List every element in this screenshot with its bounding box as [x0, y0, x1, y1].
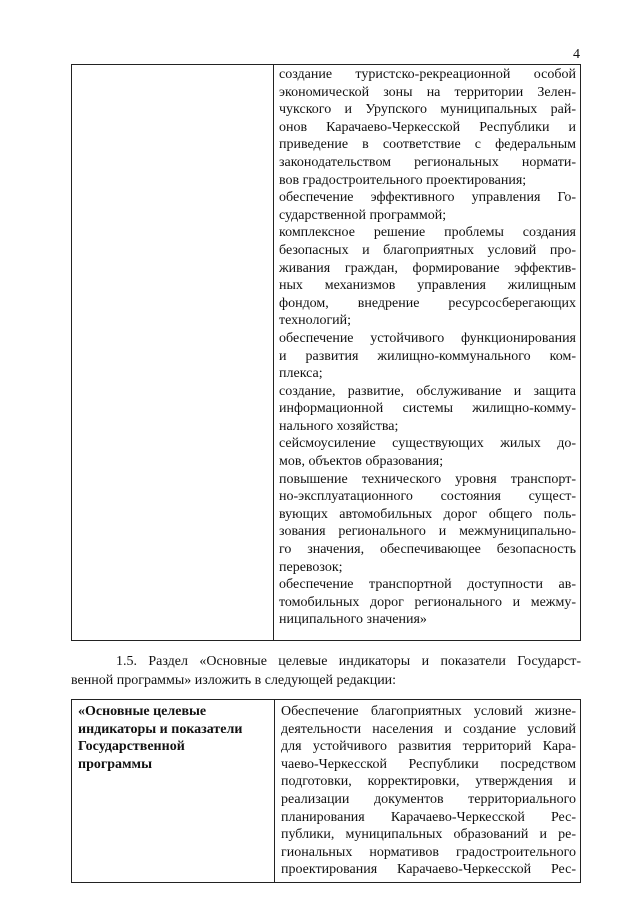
text-line: проектирования Карачаево-Черкесской Рес- — [281, 862, 576, 878]
page-number: 4 — [573, 47, 580, 62]
indicators-text — [281, 703, 576, 879]
text-line: сударственной программой; — [279, 207, 447, 223]
text-line: обеспечение устойчивого функционирования — [279, 330, 576, 346]
table-cell-label-empty — [72, 65, 274, 641]
label-line: программы — [78, 756, 152, 772]
text-line: чаево-Черкесской Республики посредством — [281, 756, 576, 772]
text-line: но-эксплуатационного состояния сущест- — [279, 489, 576, 505]
indicators-label-cell — [72, 700, 275, 883]
goals-text — [279, 66, 576, 629]
label-line: индикаторы и показатели — [78, 721, 243, 737]
text-line: ниципального значения» — [279, 612, 427, 628]
text-line: гиональных нормативов градостроительного — [281, 844, 576, 860]
text-line: онов Карачаево-Черкесской Республики и — [279, 119, 576, 135]
text-line: информационной системы жилищно-комму- — [279, 401, 576, 417]
text-line: деятельности населения и создание условий — [281, 721, 576, 737]
text-line: вующих автомобильных дорог общего поль- — [279, 506, 576, 522]
text-line: го значения, обеспечивающее безопасность — [279, 542, 576, 558]
text-line: приведение в соответствие с федеральным — [279, 137, 576, 153]
text-line: Обеспечение благоприятных условий жизне- — [281, 704, 576, 719]
paragraph-line: венной программы» изложить в следующей редакции: — [71, 673, 397, 688]
programme-table-continued — [71, 64, 581, 641]
indicators-table — [71, 699, 581, 883]
indicators-label — [78, 703, 270, 773]
text-line: планирования Карачаево-Черкесской Рес- — [281, 809, 576, 825]
text-line: фондом, внедрение ресурсосберегающих — [279, 295, 576, 311]
text-line: и развития жилищно-коммунального ком- — [279, 348, 576, 364]
text-line: сейсмоусиление существующих жилых до- — [279, 436, 576, 452]
text-line: создание туристско-рекреационной особой — [279, 67, 576, 82]
text-line: живания граждан, формирование эффектив- — [279, 260, 576, 276]
text-line: плекса; — [279, 366, 323, 382]
text-line: экономической зоны на территории Зелен- — [279, 84, 576, 100]
table-row — [72, 700, 581, 883]
text-line: повышение технического уровня транспорт- — [279, 471, 576, 487]
text-line: зования регионального и межмуниципально- — [279, 524, 576, 540]
text-line: безопасных и благоприятных условий про- — [279, 242, 576, 258]
table-row — [72, 65, 581, 641]
indicators-value-cell — [275, 700, 581, 883]
text-line: подготовки, корректировки, утверждения и — [281, 774, 576, 790]
label-line: «Основные целевые — [78, 704, 207, 719]
text-line: законодательством региональных нормати- — [279, 154, 576, 170]
text-line: реализации документов территориального — [281, 791, 576, 807]
text-line: чукского и Урупского муниципальных рай- — [279, 102, 576, 118]
text-line: вов градостроительного проектирования; — [279, 172, 527, 188]
table-cell-goals — [274, 65, 581, 641]
text-line: публики, муниципальных образований и ре- — [281, 827, 576, 843]
text-line: ных механизмов управления жилищным — [279, 278, 576, 294]
text-line: томобильных дорог регионального и межму- — [279, 594, 576, 610]
text-line: комплексное решение проблемы создания — [279, 225, 576, 241]
text-line: технологий; — [279, 313, 352, 329]
text-line: перевозок; — [279, 559, 343, 575]
text-line: создание, развитие, обслуживание и защита — [279, 383, 576, 399]
text-line: обеспечение транспортной доступности ав- — [279, 577, 576, 593]
paragraph-line: 1.5. Раздел «Основные целевые индикаторы и показатели Государст- — [116, 654, 581, 669]
text-line: мов, объектов образования; — [279, 454, 444, 470]
text-line: обеспечение эффективного управления Го- — [279, 190, 576, 206]
text-line: нального хозяйства; — [279, 418, 399, 434]
amendment-paragraph — [71, 652, 581, 690]
label-line: Государственной — [78, 739, 185, 755]
text-line: для устойчивого развития территорий Кара- — [281, 739, 576, 755]
